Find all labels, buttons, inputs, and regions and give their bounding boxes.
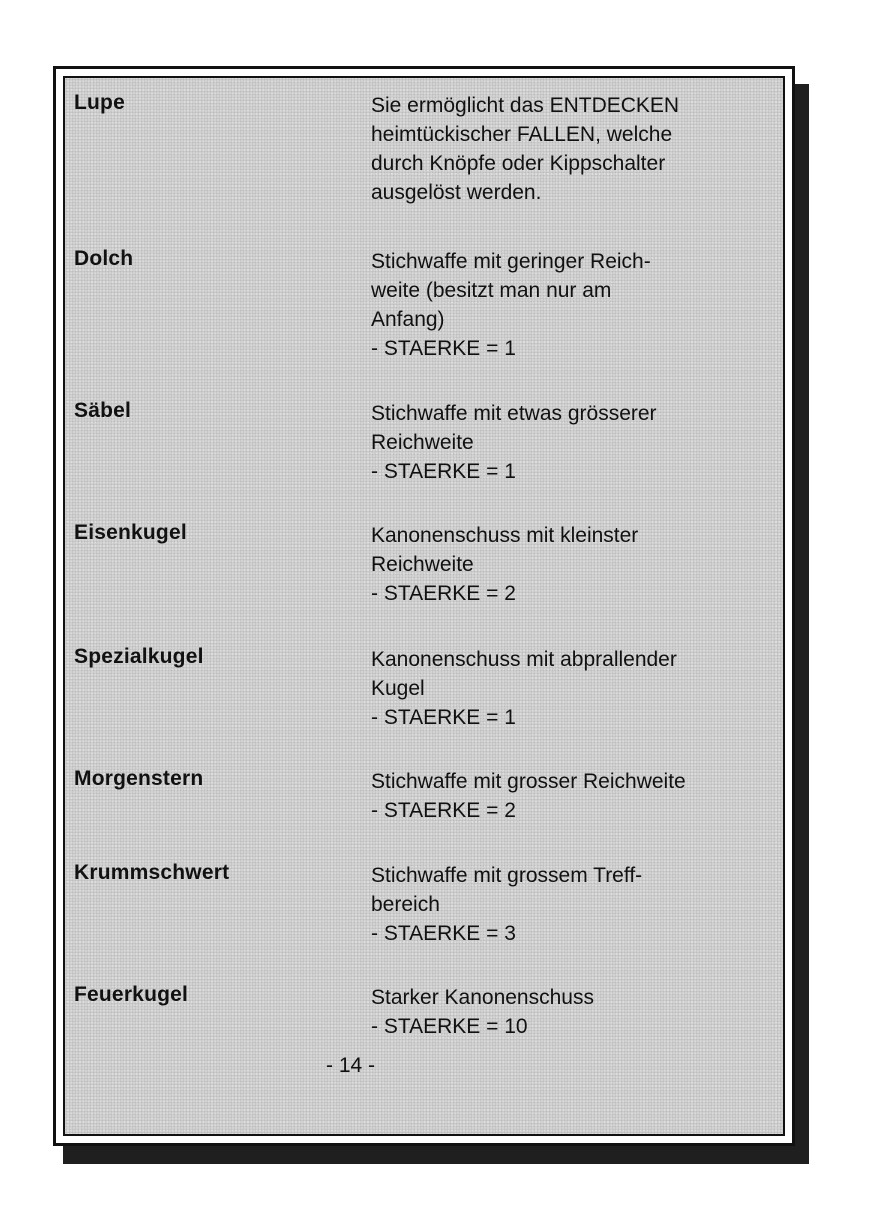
description-line: Stichwaffe mit grossem Treff-	[371, 864, 643, 887]
description-line: weite (besitzt man nur am	[371, 279, 612, 302]
item-description	[371, 645, 791, 732]
description-line: - STAERKE = 3	[371, 922, 516, 945]
item-name: Morgenstern	[74, 767, 204, 790]
description-line: Stichwaffe mit geringer Reich-	[371, 250, 651, 273]
item-description	[371, 521, 791, 608]
description-line: Kanonenschuss mit abprallender	[371, 648, 677, 671]
item-name: Spezialkugel	[74, 645, 204, 668]
item-name: Dolch	[74, 247, 134, 270]
description-line: Stichwaffe mit grosser Reichweite	[371, 770, 686, 793]
description-line: bereich	[371, 893, 440, 916]
item-name: Feuerkugel	[74, 983, 189, 1006]
description-line: Starker Kanonenschuss	[371, 986, 594, 1009]
description-line: - STAERKE = 1	[371, 337, 516, 360]
description-line: Anfang)	[371, 308, 445, 331]
item-description	[371, 247, 791, 363]
item-description	[371, 983, 791, 1041]
description-line: - STAERKE = 2	[371, 799, 516, 822]
description-line: durch Knöpfe oder Kippschalter	[371, 152, 666, 175]
description-line: Stichwaffe mit etwas grösserer	[371, 402, 657, 425]
description-line: - STAERKE = 2	[371, 582, 516, 605]
description-line: Sie ermöglicht das ENTDECKEN	[371, 94, 680, 117]
description-line: - STAERKE = 10	[371, 1015, 528, 1038]
item-description	[371, 861, 791, 948]
item-description	[371, 399, 791, 486]
item-name: Eisenkugel	[74, 521, 187, 544]
page-number: - 14 -	[326, 1054, 376, 1077]
item-name: Säbel	[74, 399, 132, 422]
item-description	[371, 91, 791, 207]
item-name: Krummschwert	[74, 861, 230, 884]
description-line: ausgelöst werden.	[371, 181, 542, 204]
description-line: Reichweite	[371, 553, 474, 576]
description-line: Reichweite	[371, 431, 474, 454]
item-description	[371, 767, 791, 825]
description-line: heimtückischer FALLEN, welche	[371, 123, 673, 146]
page-frame	[53, 66, 795, 1146]
item-name: Lupe	[74, 91, 125, 114]
description-line: Kugel	[371, 677, 425, 700]
description-line: - STAERKE = 1	[371, 460, 516, 483]
description-line: - STAERKE = 1	[371, 706, 516, 729]
description-line: Kanonenschuss mit kleinster	[371, 524, 639, 547]
item-table	[63, 76, 785, 1136]
